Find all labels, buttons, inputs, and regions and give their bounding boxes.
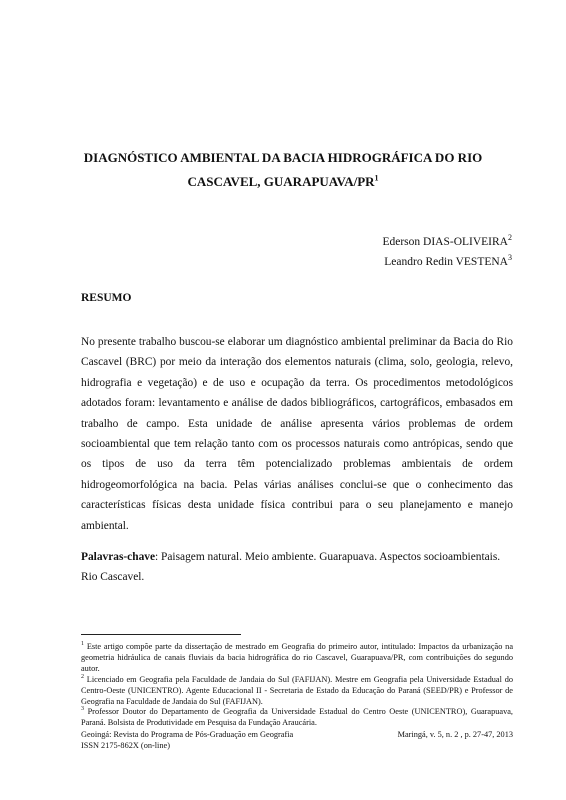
abstract-line: adotados foram: levantamento e análise de dados bibliográficos, cartográficos, embasados em [81,397,513,410]
journal-name: Geoingá: Revista do Programa de Pós-Graduação em Geografia [81,730,294,739]
abstract-line: os tipos de uso da terra têm potencializado problemas ambientais de ordem [81,458,513,471]
title-line-2-text: CASCAVEL, GUARAPUAVA/PR [187,174,375,189]
abstract-line: trabalho de campo. Esta unidade de análise apresenta vários problemas de ordem [81,417,513,430]
paper-title [60,146,506,194]
footnote-2-marker: 2 [81,673,84,680]
keywords [81,547,513,588]
abstract-line: No presente trabalho buscou-se elaborar um diagnóstico ambiental preliminar da Bacia do Rio [81,336,513,348]
title-line-1: DIAGNÓSTICO AMBIENTAL DA BACIA HIDROGRÁFICA DO RIO [83,150,483,165]
footnote-3-text: Professor Doutor do Departamento de Geografia da Universidade Estadual do Centro Oeste (UNICENTRO), Guarapuava, Paraná. Bolsista de Produtividade em Pesquisa da Fundação Araucária. [81,707,513,728]
author-2 [382,252,512,272]
author-1-footnote-marker: 2 [508,233,512,243]
author-1 [382,232,512,252]
abstract-heading: RESUMO [81,292,132,304]
abstract-body [81,332,513,536]
author-1-name: Ederson DIAS-OLIVEIRA [382,236,508,248]
footnote-1-text: Este artigo compõe parte da dissertação de mestrado em Geografia do primeiro autor, intitulado: Impactos da urbanização na geometria hidráulica de canais fluviais da bacia hidrográfica do rio Cascavel, Guarapuava/PR, com contribuições do segundo autor. [81,642,513,673]
abstract-line: Cascavel (BRC) por meio da interação dos elementos naturais (clima, solo, geologia, relevo, [81,356,513,369]
footnote-2 [81,675,513,708]
page-footer [81,729,513,751]
footnote-1-marker: 1 [81,641,84,648]
abstract-line: ambiental. [81,519,129,532]
keywords-label: Palavras-chave [81,551,156,563]
author-list [382,232,512,272]
author-2-footnote-marker: 3 [508,253,512,263]
footnotes [81,642,513,729]
title-footnote-marker: 1 [374,173,379,183]
footnote-separator [81,634,241,635]
issn: ISSN 2175-862X (on-line) [81,741,170,750]
abstract-line: hidrogeomorfológica na bacia. Pelas várias análises conclui-se que o conhecimento das [81,478,513,491]
abstract-line: hidrografia e vegetação) e de uso e ocupação da terra. Os procedimentos metodológicos [81,376,513,389]
footer-row [81,729,513,740]
footnote-3 [81,707,513,729]
footnote-1 [81,642,513,675]
author-2-name: Leandro Redin VESTENA [384,256,508,268]
keywords-text: : Paisagem natural. Meio ambiente. Guarapuava. Aspectos socioambientais. Rio Cascavel. [81,551,501,584]
abstract-line: socioambiental que tem relação tanto com os processos naturais como antrópicas, sendo que [81,438,513,451]
title-line-2 [60,170,506,194]
footnote-3-marker: 3 [81,706,84,713]
footnote-2-text: Licenciado em Geografia pela Faculdade de Jandaia do Sul (FAFIJAN). Mestre em Geografia pela Universidade Estadual do Centro-Oeste (UNICENTRO). Agente Educacional II - Secretaria de Estado da Educação do Paraná (SEED/PR) e Professor de Geografia na Faculdade de Jandaia do Sul (FAFIJAN). [81,674,513,706]
abstract-line: características físicas desta unidade física contribui para o seu planejamento e manejo [81,499,513,512]
citation: Maringá, v. 5, n. 2 , p. 27-47, 2013 [397,730,513,739]
